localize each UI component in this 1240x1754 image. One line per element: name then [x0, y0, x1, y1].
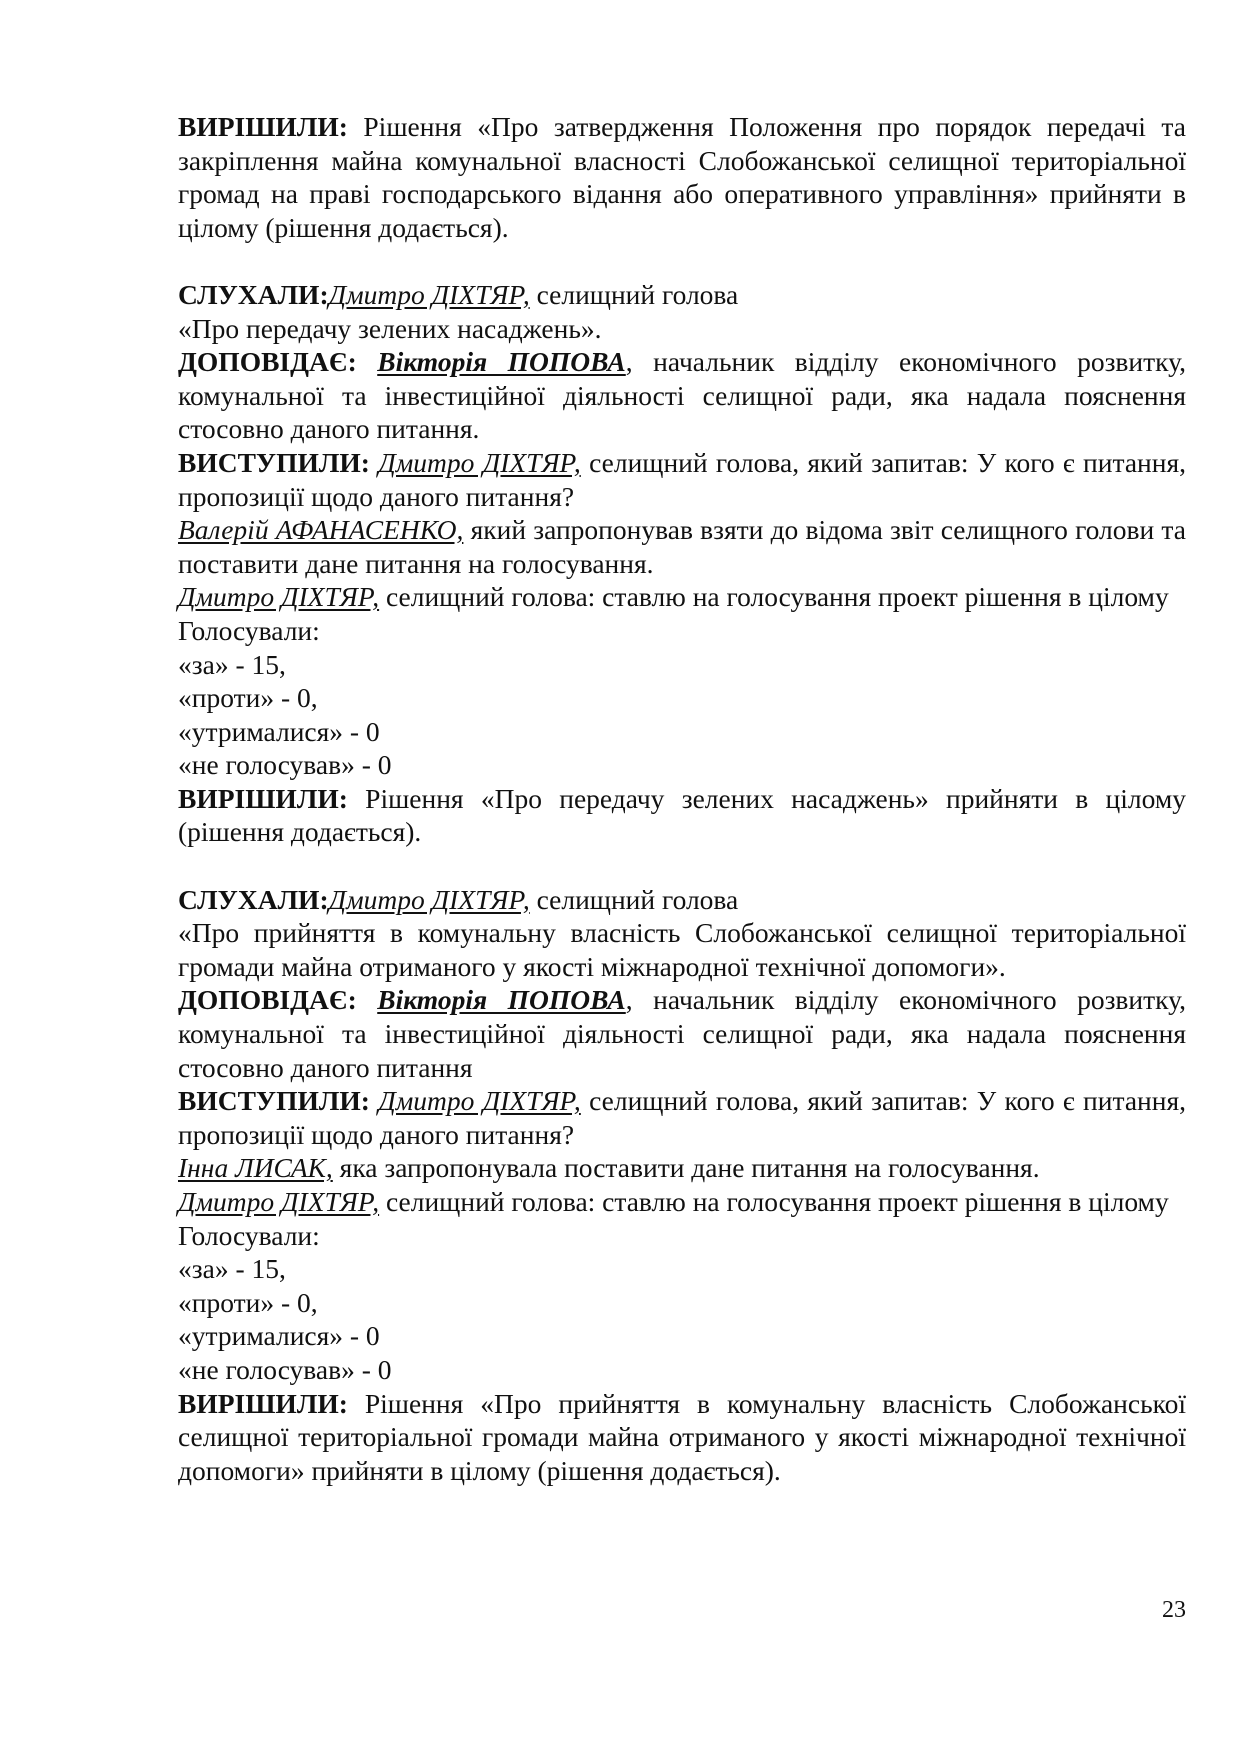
decision-paragraph	[178, 782, 1186, 849]
decision-paragraph	[178, 1387, 1186, 1488]
reporter-name: Вікторія ПОПОВА	[377, 346, 626, 378]
document-page	[178, 110, 1186, 1487]
spoke-label: ВИСТУПИЛИ:	[178, 1085, 370, 1117]
spacer	[178, 244, 1186, 278]
vote-title: Голосували:	[178, 1219, 320, 1251]
spacer	[178, 849, 1186, 883]
report-paragraph	[178, 345, 1186, 446]
page-number: 23	[1162, 1597, 1186, 1623]
vote-none: «не голосував» - 0	[178, 749, 392, 781]
speaker-paragraph	[178, 1185, 1186, 1219]
decided-text: Рішення «Про прийняття в комунальну власність Слобожанської селищної територіальної громади майна отриманого у якості міжнародної технічної допомоги» прийняти в цілому (рішення додається).	[178, 1387, 1186, 1486]
speaker-paragraph	[178, 1151, 1186, 1185]
reporter-name: Вікторія ПОПОВА	[377, 984, 626, 1016]
speaker-name: Інна ЛИСАК,	[178, 1152, 333, 1184]
vote-for: «за» - 15,	[178, 648, 286, 680]
speaker-name: Дмитро ДІХТЯР,	[178, 581, 380, 613]
decided-label: ВИРІШИЛИ:	[178, 1387, 348, 1419]
heard-line	[178, 278, 1186, 312]
decision-paragraph	[178, 110, 1186, 244]
report-text: , начальник відділу економічного розвитку, комунальної та інвестиційної діяльності селищної ради, яка надала пояснення стосовно даного питання	[178, 984, 1186, 1083]
vote-title: Голосували:	[178, 614, 320, 646]
speaker-text: яка запропонувала поставити дане питання на голосування.	[332, 1152, 1040, 1184]
heard-label: СЛУХАЛИ:	[178, 278, 329, 310]
spoke-text: селищний голова, який запитав: У кого є питання, пропозиції щодо даного питання?	[178, 1085, 1186, 1150]
heard-label: СЛУХАЛИ:	[178, 883, 329, 915]
decided-text: Рішення «Про передачу зелених насаджень» прийняти в цілому (рішення додається).	[178, 782, 1186, 848]
agenda-topic: «Про прийняття в комунальну власність Слобожанської селищної територіальної громади майна отриманого у якості міжнародної технічної допомоги».	[178, 917, 1186, 982]
heard-line	[178, 883, 1186, 917]
speaker-name: Дмитро ДІХТЯР,	[378, 1085, 581, 1117]
vote-abstain: «утрималися» - 0	[178, 1320, 380, 1352]
speaker-role: селищний голова	[529, 278, 739, 310]
speaker-paragraph	[178, 513, 1186, 580]
decided-text: Рішення «Про затвердження Положення про порядок передачі та закріплення майна комунальної власності Слобожанської селищної територіальної громад на праві господарського відання або оперативного управління» прийняти в цілому (рішення додається).	[178, 111, 1186, 243]
spoke-paragraph	[178, 446, 1186, 513]
speaker-text: селищний голова: ставлю на голосування проект рішення в цілому	[379, 581, 1169, 613]
speaker-name: Валерій АФАНАСЕНКО,	[178, 514, 464, 546]
speaker-role: селищний голова	[529, 883, 739, 915]
vote-abstain: «утрималися» - 0	[178, 715, 380, 747]
report-text: , начальник відділу економічного розвитку, комунальної та інвестиційної діяльності селищної ради, яка надала пояснення стосовно даного питання.	[178, 346, 1186, 445]
spoke-text: селищний голова, який запитав: У кого є питання, пропозиції щодо даного питання?	[178, 446, 1186, 512]
speaker-name: Дмитро ДІХТЯР,	[328, 278, 530, 310]
speaker-name: Дмитро ДІХТЯР,	[178, 1186, 380, 1217]
speaker-text: який запропонував взяти до відома звіт селищного голови та поставити дане питання на голосування.	[178, 514, 1186, 579]
vote-none: «не голосував» - 0	[178, 1353, 392, 1385]
speaker-name: Дмитро ДІХТЯР,	[328, 883, 530, 915]
agenda-topic: «Про передачу зелених насаджень».	[178, 312, 602, 344]
spoke-paragraph	[178, 1084, 1186, 1151]
report-paragraph	[178, 983, 1186, 1084]
report-label: ДОПОВІДАЄ:	[178, 346, 357, 378]
vote-against: «проти» - 0,	[178, 682, 318, 714]
vote-for: «за» - 15,	[178, 1253, 286, 1285]
decided-label: ВИРІШИЛИ:	[178, 782, 348, 814]
speaker-name: Дмитро ДІХТЯР,	[378, 446, 581, 478]
vote-against: «проти» - 0,	[178, 1286, 318, 1318]
decided-label: ВИРІШИЛИ:	[178, 111, 348, 142]
speaker-paragraph	[178, 580, 1186, 614]
spoke-label: ВИСТУПИЛИ:	[178, 446, 370, 478]
speaker-text: селищний голова: ставлю на голосування проект рішення в цілому	[379, 1186, 1169, 1217]
report-label: ДОПОВІДАЄ:	[178, 984, 357, 1016]
